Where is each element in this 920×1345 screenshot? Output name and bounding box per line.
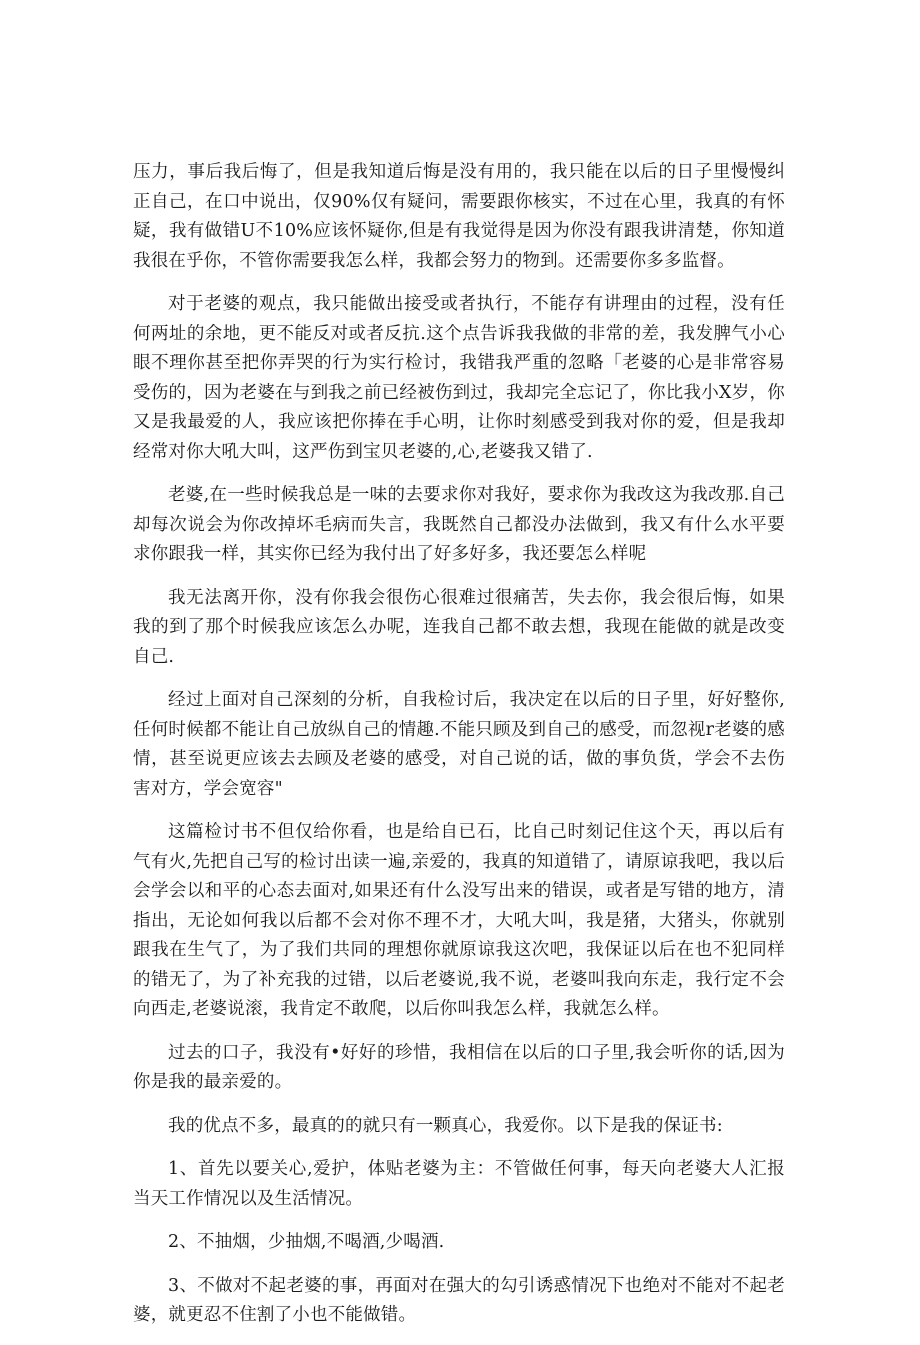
paragraph: 老婆,在一些时候我总是一味的去要求你对我好，要求你为我改这为我改那.自己却每次说会为你改掉坏毛病而失言，我既然自己都没办法做到，我又有什么水平要求你跟我一样，其实你已经为我付出了好多好多，我还要怎么样呢 (133, 485, 785, 564)
paragraph: 压力，事后我后悔了，但是我知道后悔是没有用的，我只能在以后的日子里慢慢纠正自己，在口中说出，仅90%仅有疑问，需要跟你核实，不过在心里，我真的有怀疑，我有做错U不10%应该怀疑你,但是有我觉得是因为你没有跟我讲清楚，你知道我很在乎你，不管你需要我怎么样，我都会努力的物到。还需要你多多监督。 (133, 162, 785, 271)
paragraph: 我的优点不多，最真的的就只有一颗真心，我爱你。以下是我的保证书: (168, 1115, 723, 1136)
list-item: 2、不抽烟，少抽烟,不喝酒,少喝酒. (168, 1232, 445, 1252)
paragraph: 经过上面对自己深刻的分析，自我检讨后，我决定在以后的日子里，好好整你,任何时候都不能让自己放纵自己的情趣.不能只顾及到自己的感受，而忽视r老婆的感情，甚至说更应该去去顾及老婆的感受，对自己说的话，做的事负货，学会不去伤害对方，学会宽容" (133, 690, 785, 799)
paragraph: 我无法离开你，没有你我会很伤心很难过很痛苦，失去你，我会很后悔，如果我的到了那个时候我应该怎么办呢，连我自己都不敢去想，我现在能做的就是改变自己. (133, 587, 785, 667)
paragraph: 过去的口子，我没有•好好的珍惜，我相信在以后的口子里,我会听你的话,因为你是我的最亲爱的。 (133, 1042, 785, 1092)
document-body (133, 158, 785, 1345)
paragraph: 这篇检讨书不但仅给你看，也是给自已石，比自己时刻记住这个天，再以后有气有火,先把自己写的检讨出读一遍,亲爱的，我真的知道错了，请原谅我吧，我以后会学会以和平的心态去面对,如果还有什么没写出来的错误，或者是写错的地方，清指出，无论如何我以后都不会对你不理不才，大吼大叫，我是猪，大猪头，你就别跟我在生气了，为了我们共同的理想你就原谅我这次吧，我保证以后在也不犯同样的错无了，为了补充我的过错，以后老婆说,我不说，老婆叫我向东走，我行定不会向西走,老婆说滚，我肯定不敢爬，以后你叫我怎么样，我就怎么样。 (133, 822, 785, 1019)
paragraph: 对于老婆的观点，我只能做出接受或者执行，不能存有讲理由的过程，没有任何两址的余地，更不能反对或者反抗.这个点告诉我我做的非常的差，我发脾气小心眼不理你甚至把你弄哭的行为实行检讨，我错我严重的忽略「老婆的心是非常容易受伤的，因为老婆在与到我之前已经被伤到过，我却完全忘记了，你比我小X岁，你又是我最爱的人，我应该把你捧在手心明，让你时刻感受到我对你的爱，但是我却经常对你大吼大叫，这严伤到宝贝老婆的,心,老婆我又错了. (133, 294, 785, 462)
list-item: 3、不做对不起老婆的事，再面对在强大的勾引诱惑情况下也绝对不能对不起老婆，就更忍不住割了小也不能做错。 (133, 1275, 785, 1325)
list-item: 1、首先以要关心,爱护，体贴老婆为主：不管做任何事，每天向老婆大人汇报当天工作情况以及生活情况。 (133, 1159, 785, 1209)
